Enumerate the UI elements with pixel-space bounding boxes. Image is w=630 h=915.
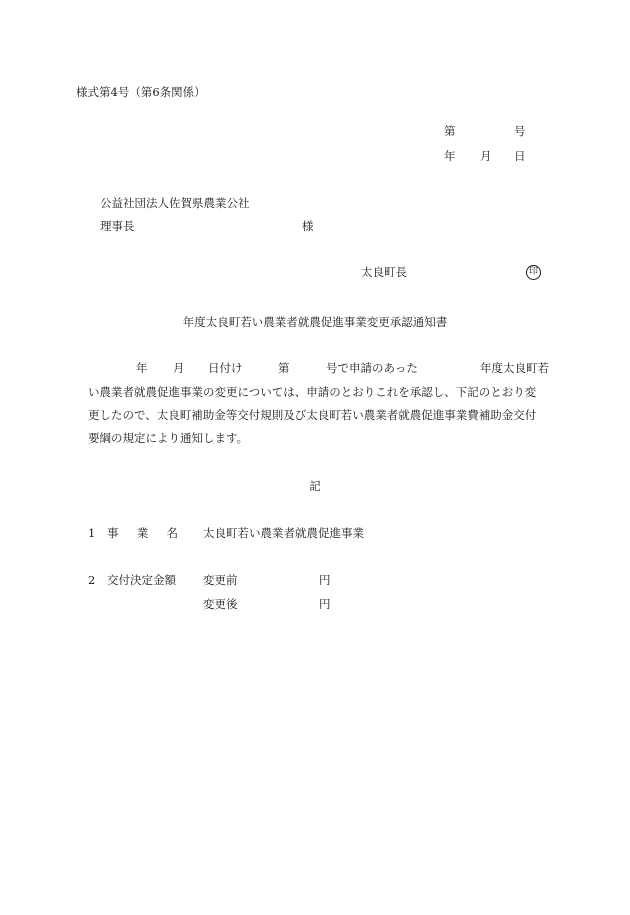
form-number: 様式第4号（第6条関係） bbox=[76, 85, 206, 99]
item1-number: 1 bbox=[88, 526, 96, 540]
body-year: 年 bbox=[136, 361, 148, 375]
recipient-honorific: 様 bbox=[302, 219, 314, 233]
item2-after-unit: 円 bbox=[319, 597, 331, 611]
body-dai: 第 bbox=[278, 361, 290, 375]
item2-after-label: 変更後 bbox=[203, 597, 238, 611]
item2-label: 交付決定金額 bbox=[107, 573, 176, 587]
body-month: 月 bbox=[173, 361, 185, 375]
seal-mark-icon: 印 bbox=[526, 265, 541, 280]
body-tail: 年度太良町若 bbox=[480, 361, 549, 375]
ki-heading: 記 bbox=[309, 479, 321, 493]
document-number-go: 号 bbox=[514, 124, 526, 138]
notice-title: 年度太良町若い農業者就農促進事業変更承認通知書 bbox=[182, 315, 448, 329]
issue-date-day: 日 bbox=[514, 149, 526, 163]
body-line-2: い農業者就農促進事業の変更については、申請のとおりこれを承認し、下記のとおり変 bbox=[88, 385, 537, 399]
item2-before-label: 変更前 bbox=[203, 573, 238, 587]
item1-label bbox=[107, 528, 178, 540]
item1-value: 太良町若い農業者就農促進事業 bbox=[203, 526, 364, 540]
body-date-suffix: 日付け bbox=[208, 361, 243, 375]
body-line-3: 更したので、太良町補助金等交付規則及び太良町若い農業者就農促進事業費補助金交付 bbox=[88, 408, 537, 422]
sender-title: 太良町長 bbox=[361, 265, 407, 279]
body-go-text: 号で申請のあった bbox=[326, 361, 418, 375]
document-number-dai: 第 bbox=[444, 124, 456, 138]
item1-label-char-3: 名 bbox=[166, 526, 178, 540]
issue-date-year: 年 bbox=[444, 149, 456, 163]
item1-label-char-2: 業 bbox=[136, 526, 149, 540]
item1-label-char-1: 事 bbox=[107, 526, 119, 540]
issue-date-month: 月 bbox=[480, 149, 492, 163]
item2-before-unit: 円 bbox=[319, 573, 331, 587]
recipient-title: 理事長 bbox=[100, 219, 135, 233]
item2-number: 2 bbox=[88, 573, 96, 587]
recipient-organization: 公益社団法人佐賀県農業公社 bbox=[100, 196, 250, 210]
body-line-4: 要綱の規定により通知します。 bbox=[88, 431, 249, 445]
